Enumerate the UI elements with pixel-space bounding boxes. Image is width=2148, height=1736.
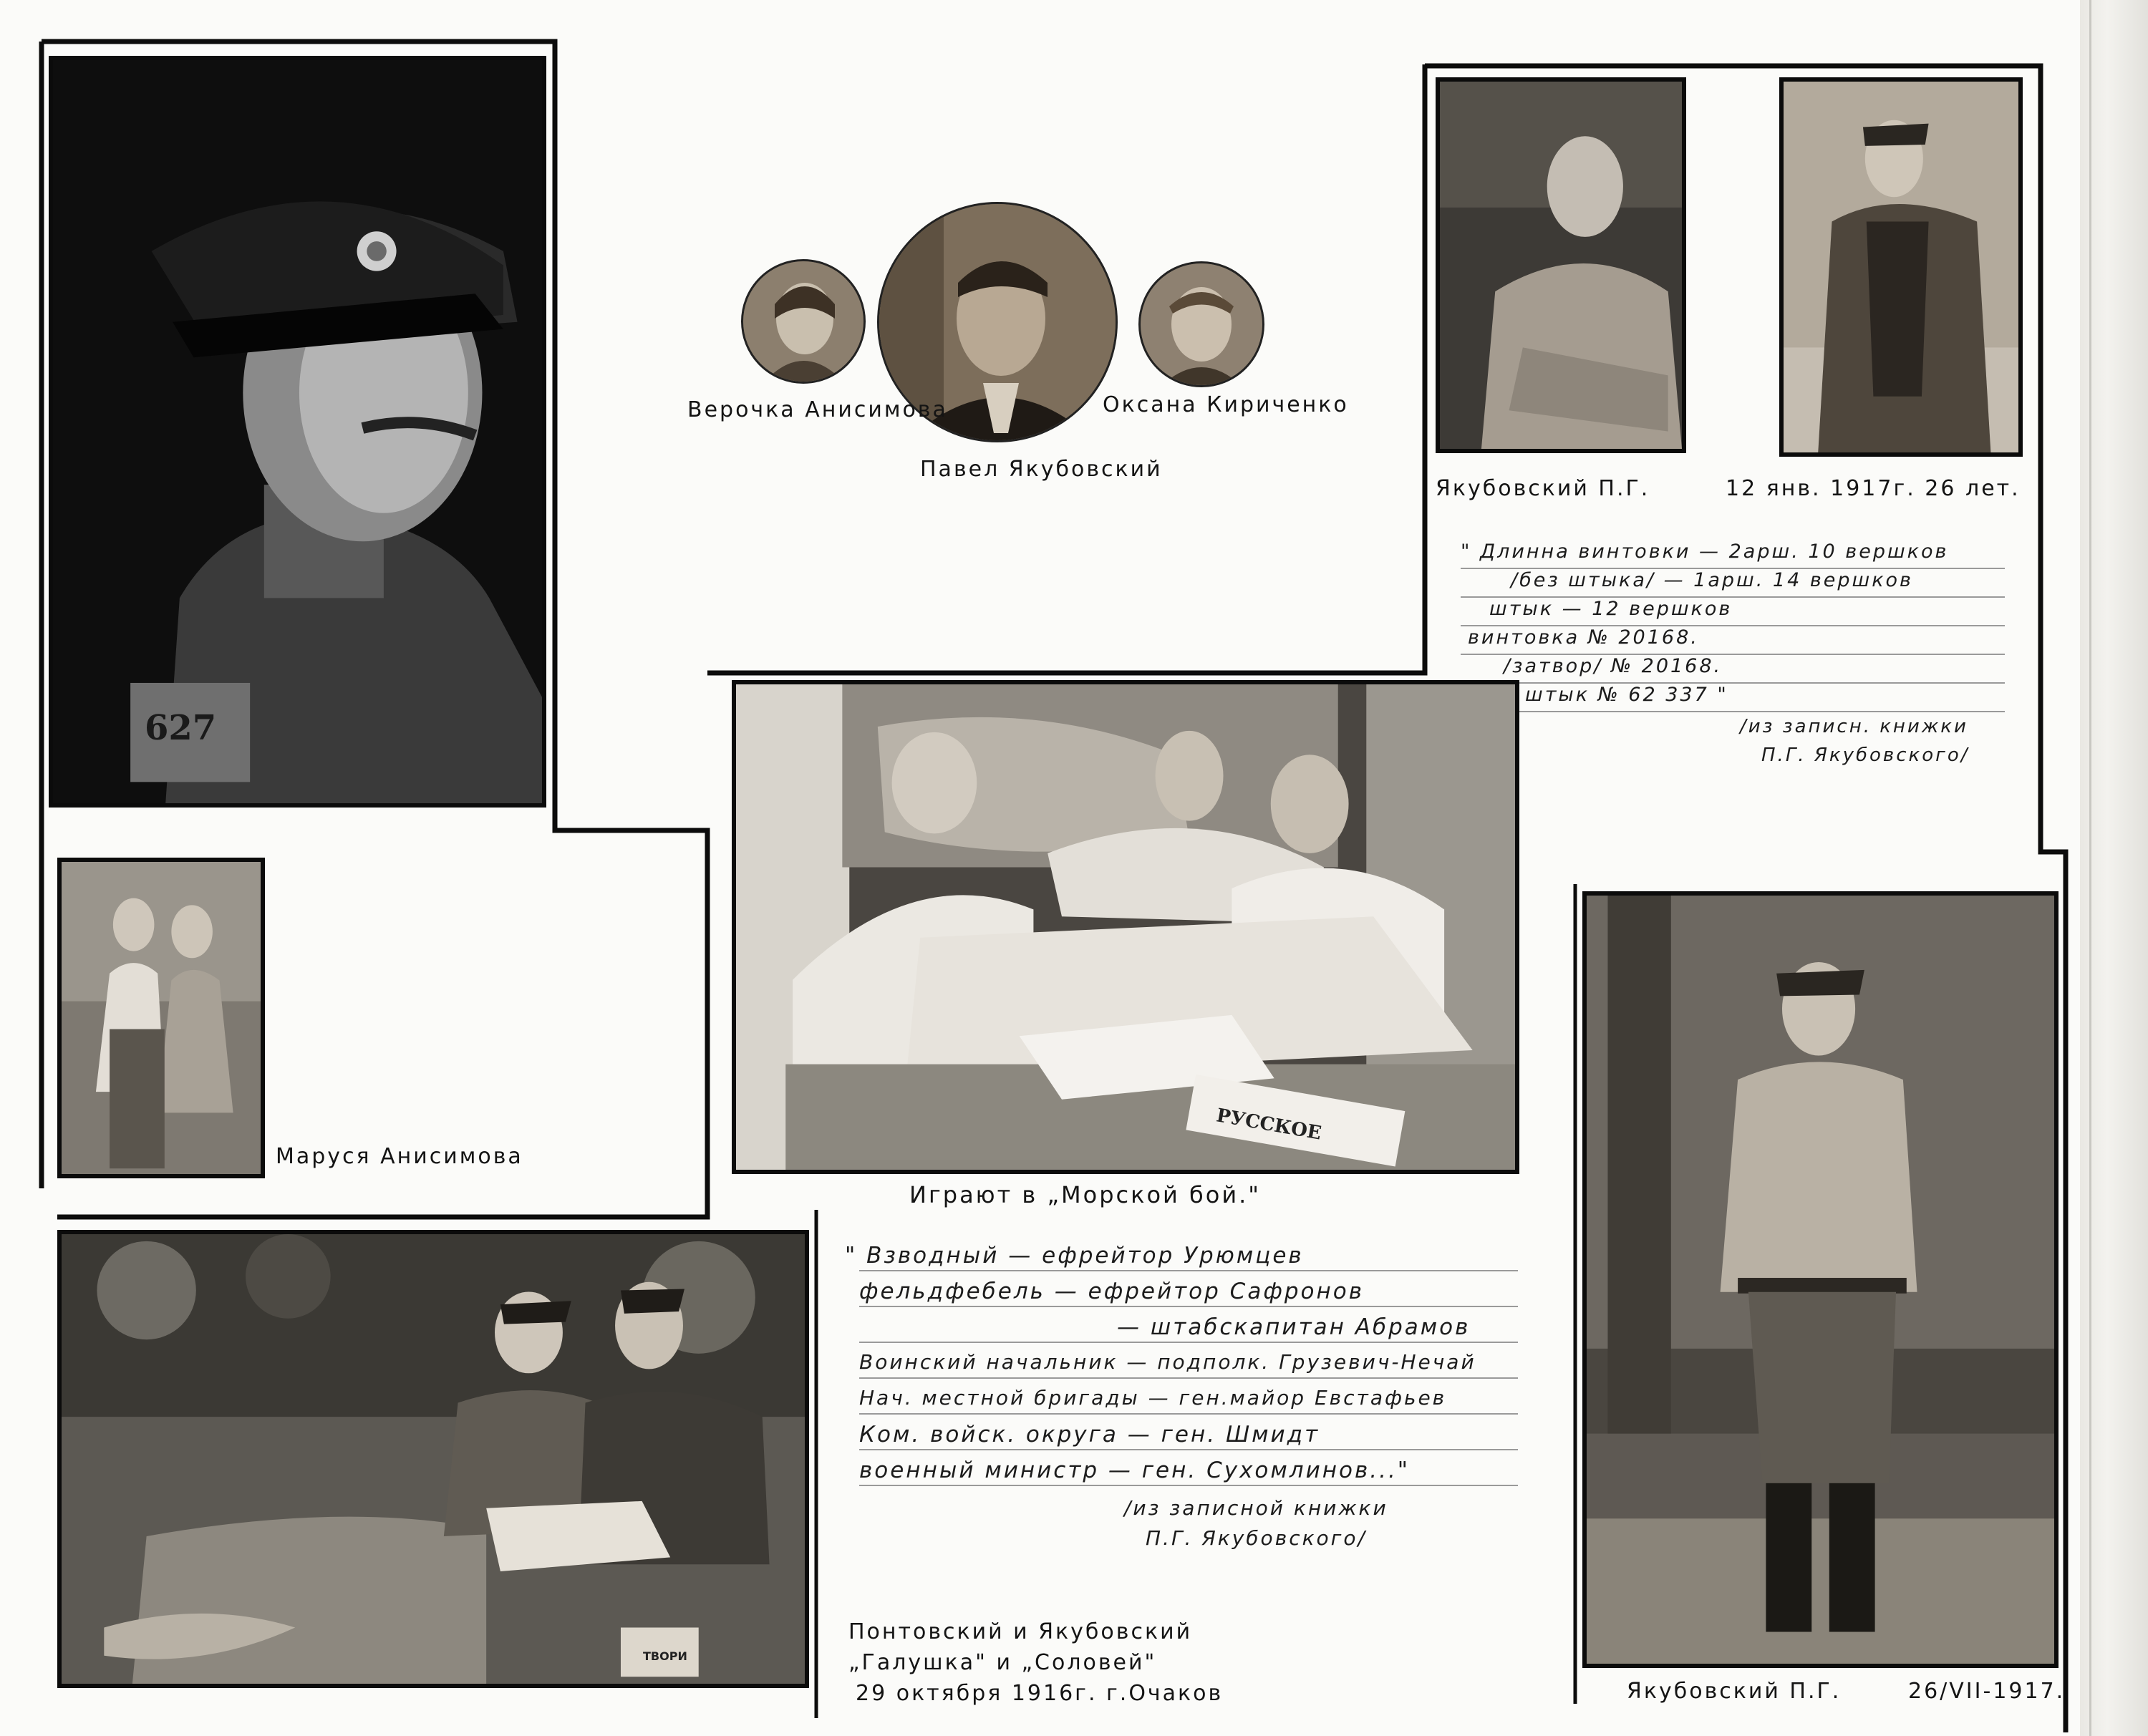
caption-play: Играют в „Морской бой." [909,1181,1261,1208]
epaulette-number: 627 [145,708,217,748]
picnic-soldiers-photo [57,1230,809,1688]
caption-yakub-pg-2: Якубовский П.Г. [1627,1679,1842,1704]
ranks-note-line-3: — штабскапитан Абрамов [1117,1314,1471,1340]
portrait-soldier-cap-photo [49,56,546,808]
two-girls-photo [57,858,265,1178]
rifle-note-line-5: /затвор/ № 20168. [1504,655,1723,677]
portrait-oksana-circle [1138,261,1264,387]
caption-date-1917: 12 янв. 1917г. 26 лет. [1726,476,2021,501]
caption-oksana: Оксана Кириченко [1103,392,1349,417]
ranks-note-line-2: фельдфебель — ефрейтор Сафронов [859,1279,1364,1304]
portrait-verochka-circle [741,259,866,384]
rifle-note-line-3: штык — 12 вершков [1489,598,1733,620]
ranks-note-source-1: /из записной книжки [1124,1496,1388,1520]
album-fold-line [2089,0,2091,1736]
caption-verochka: Верочка Анисимова [687,397,948,422]
rifle-note-line-2: /без штыка/ — 1арш. 14 вершков [1511,569,1913,591]
rifle-note-line-4: винтовка № 20168. [1468,626,1699,649]
ranks-note-source-2: П.Г. Якубовского/ [1146,1526,1367,1550]
caption-yakub-pg-1: Якубовский П.Г. [1436,476,1650,501]
caption-marusya: Маруся Анисимова [276,1144,523,1169]
rifle-note-source-2: П.Г. Якубовского/ [1761,745,1970,766]
ranks-note-line-6: Ком. войск. округа — ген. Шмидт [859,1422,1320,1448]
book-title: ТВОРИ [643,1649,687,1663]
caption-pontov-2: „Галушка" и „Соловей" [848,1650,1157,1675]
ranks-note-line-7: военный министр — ген. Сухомлинов..." [859,1458,1411,1483]
standing-soldier-full-photo [1582,891,2058,1668]
caption-date-2: 26/VII-1917. [1908,1679,2066,1704]
standing-soldier-coat-photo [1779,77,2023,457]
rifle-note-source-1: /из записн. книжки [1740,716,1968,737]
rifle-note [1461,540,2005,770]
ranks-note [845,1238,1532,1553]
rifle-note-line-1: " Длинна винтовки — 2арш. 10 вершков [1461,540,1949,563]
rifle-note-line-6: штык № 62 337 " [1525,684,1728,706]
seated-soldier-photo [1436,77,1686,453]
caption-pavel: Павел Якубовский [920,457,1163,482]
ranks-note-line-1: " Взводный — ефрейтор Урюмцев [845,1243,1304,1269]
newspaper-title: РУССКОЕ [1214,1105,1323,1145]
playing-battleship-photo [732,680,1519,1174]
ranks-note-line-4: Воинский начальник — подполк. Грузевич-Нечай [859,1350,1476,1374]
ranks-note-line-5: Нач. местной бригады — ген.майор Евстафьев [859,1386,1447,1410]
caption-pontov-3: 29 октября 1916г. г.Очаков [856,1681,1224,1706]
caption-pontov-1: Понтовский и Якубовский [848,1619,1193,1644]
